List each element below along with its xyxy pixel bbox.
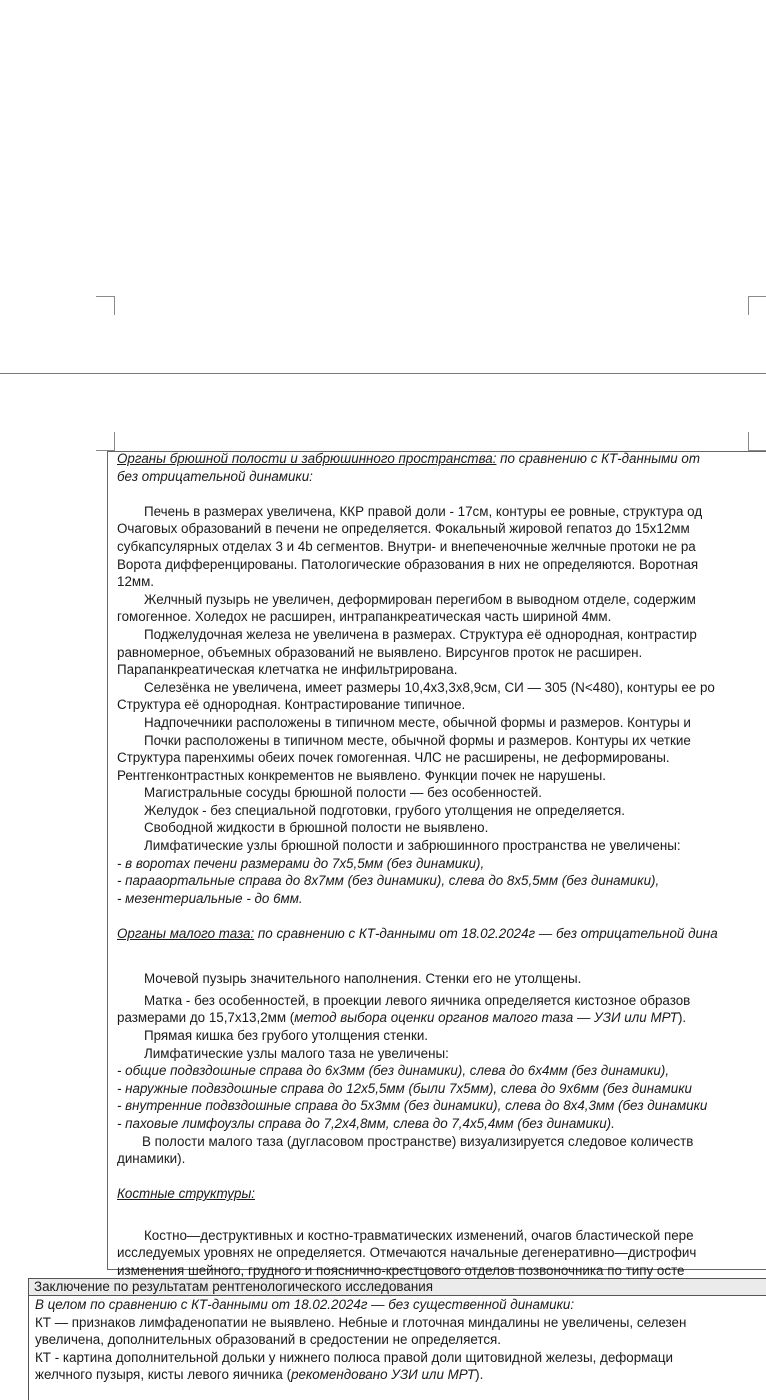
abdomen-paragraph-line: Структура её однородная. Контрастирование типичное.	[117, 697, 466, 713]
pelvis-lymph-item: - наружные подвздошные справа до 12х5,5мм (были 7х5мм), слева до 9х6мм (без динамики	[117, 1080, 692, 1096]
pelvis-heading: Органы малого таза:	[117, 926, 255, 942]
page-separator	[0, 373, 766, 374]
pelvis-heading-line	[117, 925, 766, 943]
abdomen-paragraph-line: Ворота дифференцированы. Патологические образования в них не определяются. Воротная	[117, 556, 699, 572]
crop-mark-top-left	[96, 296, 115, 315]
abdomen-lymph-item: - в воротах печени размерами до 7х5,5мм (без динамики),	[117, 855, 485, 871]
conclusion-line4-text: желчного пузыря, кисты левого яичника (	[35, 1367, 292, 1383]
abdomen-heading-line2: без отрицательной динамики:	[117, 468, 313, 484]
pelvis-heading-tail: по сравнению с КТ-данными от 18.02.2024г — без отрицательной дина	[254, 926, 718, 942]
abdomen-paragraph-line: Желудок - без специальной подготовки, грубого утолщения не определяется.	[144, 802, 626, 818]
conclusion-title: Заключение по результатам рентгенологического исследования	[28, 1278, 766, 1296]
crop-mark-bottom-left	[96, 432, 115, 451]
conclusion-recommendation: рекомендовано УЗИ или МРТ	[291, 1367, 476, 1383]
abdomen-paragraph-line: Очаговых образований в печени не определяется. Фокальный жировой гепатоз до 15х12мм	[117, 521, 690, 537]
conclusion-line4-close: ).	[475, 1367, 484, 1383]
abdomen-lymph-item: - парааортальные справа до 8х7мм (без динамики), слева до 8х5,5мм (без динамики),	[117, 873, 660, 889]
abdomen-paragraph-line: Лимфатические узлы брюшной полости и забрюшинного пространства не увеличены:	[144, 838, 681, 854]
conclusion-line: КТ — признаков лимфаденопатии не выявлено. Небные и глоточная миндалины не увеличены, селезен	[35, 1314, 687, 1330]
abdomen-paragraphs	[117, 503, 766, 855]
abdomen-paragraph-line: субкапсулярных отделах 3 и 4b сегментов. Внутри- и внепеченочные желчные протоки не ра	[117, 538, 696, 554]
abdomen-paragraph-line: Надпочечники расположены в типичном месте, обычной формы и размеров. Контуры и	[144, 714, 691, 730]
conclusion-summary: В целом по сравнению с КТ-данными от 18.02.2024г — без существенной динамики:	[35, 1297, 575, 1312]
abdomen-paragraph-line: Структура паренхимы обеих почек гомогенная. ЧЛС не расширены, не деформированы.	[117, 750, 670, 766]
abdomen-paragraph-line: Печень в размерах увеличена, ККР правой доли - 17см, контуры ее ровные, структура од	[144, 503, 703, 519]
bones-heading: Костные структуры:	[117, 1186, 256, 1202]
pelvis-lymph-item: - паховые лимфоузлы справа до 7,2х4,8мм, слева до 7,4х5,4мм (без динамики).	[117, 1115, 615, 1131]
pelvis-lymph-intro: Лимфатические узлы малого таза не увеличены:	[144, 1045, 449, 1061]
report-body	[117, 450, 766, 1279]
abdomen-heading-tail: по сравнению с КТ-данными от	[496, 451, 701, 466]
crop-mark-bottom-right	[748, 432, 766, 451]
pelvis-douglas-line2: динамики).	[117, 1151, 186, 1167]
abdomen-lymph-item: - мезентериальные - до 6мм.	[117, 890, 303, 906]
abdomen-paragraph-line: Рентгенконтрастных конкрементов не выявлено. Функции почек не нарушены.	[117, 767, 606, 783]
pelvis-uterus: Матка - без особенностей, в проекции левого яичника определяется кистозное образов	[144, 992, 691, 1008]
abdomen-paragraph-line: Магистральные сосуды брюшной полости — без особенностей.	[144, 785, 542, 801]
pelvis-uterus-text: размерами до 15,7х13,2мм (	[117, 1010, 295, 1026]
pelvis-lymph-item: - общие подвздошные справа до 6х3мм (без динамики), слева до 6х4мм (без динамики),	[117, 1063, 670, 1079]
abdomen-paragraph-line: Парапанкреатическая клетчатка не инфильтрирована.	[117, 662, 458, 678]
bones-line: Костно—деструктивных и костно-травматических изменений, очагов бластической пере	[144, 1227, 694, 1243]
pelvis-uterus-line2	[117, 1009, 766, 1027]
abdomen-paragraph-line: Поджелудочная железа не увеличена в размерах. Структура её однородная, контрастир	[144, 626, 697, 642]
abdomen-heading: Органы брюшной полости и забрюшинного пространства:	[117, 451, 497, 466]
pelvis-uterus-recommendation: метод выбора оценки органов малого таза — УЗИ или МРТ	[294, 1010, 678, 1026]
abdomen-paragraph-line: Селезёнка не увеличена, имеет размеры 10,4х3,3х8,9см, СИ — 305 (N<480), контуры ее ро	[144, 679, 715, 695]
abdomen-paragraph-line: Желчный пузырь не увеличен, деформирован перегибом в выводном отделе, содержим	[144, 591, 696, 607]
pelvis-bladder: Мочевой пузырь значительного наполнения. Стенки его не утолщены.	[144, 971, 582, 987]
pelvis-uterus-close: ).	[677, 1010, 687, 1026]
abdomen-paragraph-line: равномерное, объемных образований не выявлено. Вирсунгов проток не расширен.	[117, 644, 643, 660]
abdomen-paragraph-line: 12мм.	[117, 574, 155, 590]
pelvis-douglas: В полости малого таза (дугласовом пространстве) визуализируется следовое количеств	[142, 1133, 694, 1149]
conclusion-line: КТ - картина дополнительной дольки у нижнего полюса правой доли щитовидной железы, деформаци	[35, 1349, 673, 1365]
bones-line: исследуемых уровнях не определяется. Отмечаются начальные дегенеративно—дистрофич	[117, 1245, 697, 1261]
abdomen-paragraph-line: Почки расположены в типичном месте, обычной формы и размеров. Контуры их четкие	[144, 732, 691, 748]
bones-line: изменения шейного, грудного и пояснично-крестцового отделов позвоночника по типу осте	[117, 1262, 685, 1278]
conclusion-body	[28, 1296, 766, 1400]
pelvis-rectum: Прямая кишка без грубого утолщения стенки.	[144, 1028, 429, 1043]
pelvis-lymph-item: - внутренние подвздошные справа до 5х3мм (без динамики), слева до 8х4,3мм (без динамики	[117, 1098, 708, 1114]
conclusion-line: увеличена, дополнительных образований в средостении не определяется.	[35, 1332, 501, 1348]
abdomen-heading-line	[117, 450, 766, 468]
conclusion-line4	[35, 1366, 766, 1384]
abdomen-paragraph-line: Свободной жидкости в брюшной полости не выявлено.	[144, 820, 489, 836]
crop-mark-top-right	[748, 296, 766, 315]
abdomen-paragraph-line: гомогенное. Холедох не расширен, интрапанкреатическая часть шириной 4мм.	[117, 609, 612, 625]
